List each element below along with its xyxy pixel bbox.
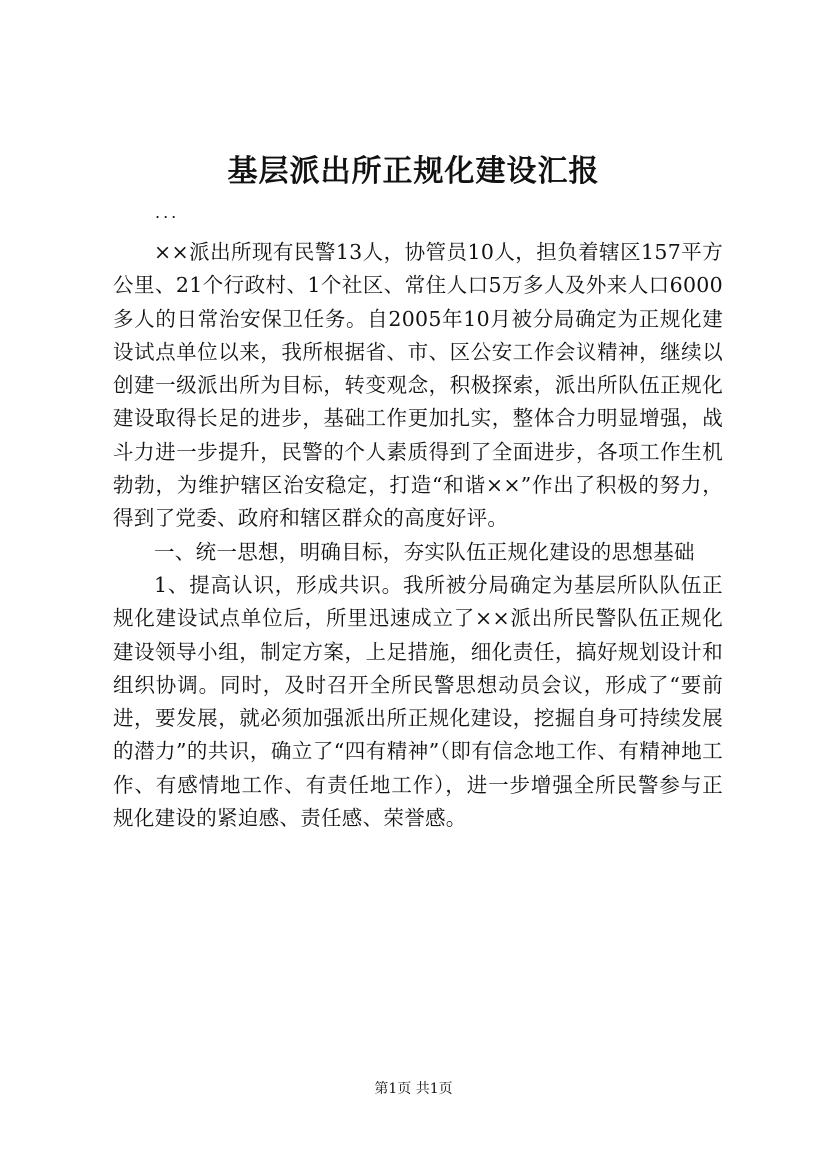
document-body (113, 236, 723, 835)
document-title: 基层派出所正规化建设汇报 (227, 154, 600, 189)
paragraph-item-1: 1、提高认识，形成共识。我所被分局确定为基层所队队伍正规化建设试点单位后，所里迅速成立了××派出所民警队伍正规化建设领导小组，制定方案，上足措施，细化责任，搞好规划设计和组织协调。同时，及时召开全所民警思想动员会议，形成了“要前进，要发展，就必须加强派出所正规化建设，挖掘自身可持续发展的潜力”的共识，确立了“四有精神”（即有信念地工作、有精神地工作、有感情地工作、有责任地工作），进一步增强全所民警参与正规化建设的紧迫感、责任感、荣誉感。 (113, 572, 723, 831)
paragraph-intro: ××派出所现有民警13人，协管员10人，担负着辖区157平方公里、21个行政村、1个社区、常住人口5万多人及外来人口6000多人的日常治安保卫任务。自2005年10月被分局确定为正规化建设试点单位以来，我所根据省、市、区公安工作会议精神，继续以创建一级派出所为目标，转变观念，积极探索，派出所队伍正规化建设取得长足的进步，基础工作更加扎实，整体合力明显增强，战斗力进一步提升，民警的个人素质得到了全面进步，各项工作生机勃勃，为维护辖区治安稳定，打造“和谐××”作出了积极的努力，得到了党委、政府和辖区群众的高度好评。 (113, 240, 723, 531)
section-heading: 一、统一思想，明确目标，夯实队伍正规化建设的思想基础 (154, 539, 695, 564)
page-number: 第1页 共1页 (374, 1081, 453, 1097)
ellipsis-marker: ... (155, 203, 180, 222)
